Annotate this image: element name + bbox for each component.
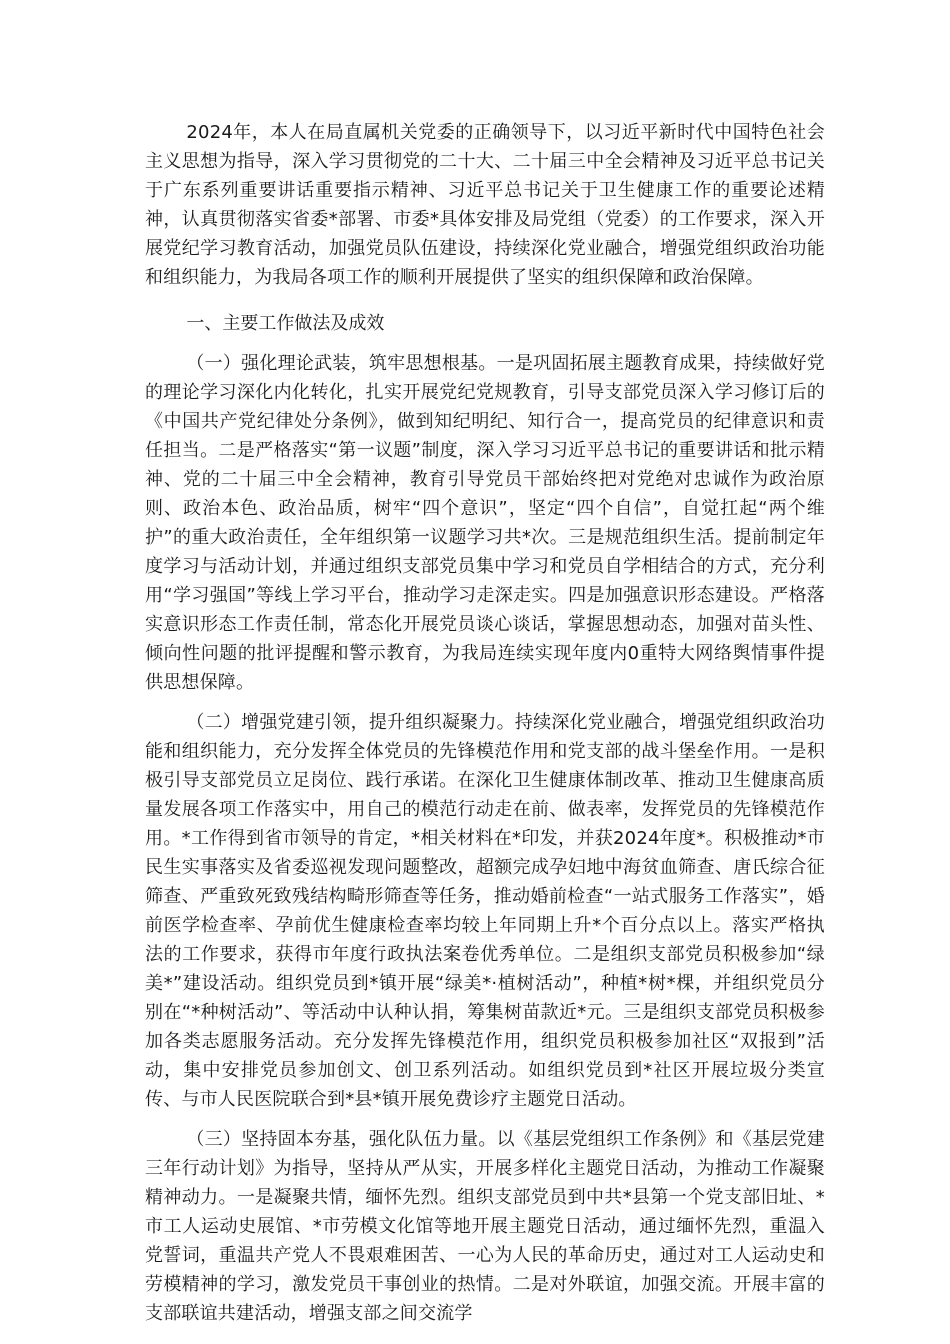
section-2-paragraph: （二）增强党建引领，提升组织凝聚力。持续深化党业融合，增强党组织政治功能和组织能力，充分发挥全体党员的先锋模范作用和党支部的战斗堡垒作用。一是积极引导支部党员立足岗位、践行承诺。在深化卫生健康体制改革、推动卫生健康高质量发展各项工作落实中，用自己的模范行动走在前、做表率，发挥党员的先锋模范作用。*工作得到省市领导的肯定，*相关材料在*印发，并获2024年度*。积极推动*市民生实事落实及省委巡视发现问题整改，超额完成孕妇地中海贫血筛查、唐氏综合征筛查、严重致死致残结构畸形筛查等任务，推动婚前检查“一站式服务工作落实”，婚前医学检查率、孕前优生健康检查率均较上年同期上升*个百分点以上。落实严格执法的工作要求，获得市年度行政执法案卷优秀单位。二是组织支部党员积极参加“绿美*”建设活动。组织党员到*镇开展“绿美*·植树活动”，种植*树*棵，并组织党员分别在“*种树活动”、等活动中认种认捐，筹集树苗款近*元。三是组织支部党员积极参加各类志愿服务活动。充分发挥先锋模范作用，组织党员积极参加社区“双报到”活动，集中安排党员参加创文、创卫系列活动。如组织党员到*社区开展垃圾分类宣传、与市人民医院联合到*县*镇开展免费诊疗主题党日活动。 (145, 712, 825, 1110)
intro-paragraph: 2024年，本人在局直属机关党委的正确领导下，以习近平新时代中国特色社会主义思想为指导，深入学习贯彻党的二十大、二十届三中全会精神及习近平总书记关于广东系列重要讲话重要指示精神、习近平总书记关于卫生健康工作的重要论述精神，认真贯彻落实省委*部署、市委*具体安排及局党组（党委）的工作要求，深入开展党纪学习教育活动，加强党员队伍建设，持续深化党业融合，增强党组织政治功能和组织能力，为我局各项工作的顺利开展提供了坚实的组织保障和政治保障。 (145, 122, 825, 288)
section-3-paragraph: （三）坚持固本夯基，强化队伍力量。以《基层党组织工作条例》和《基层党建三年行动计划》为指导，坚持从严从实，开展多样化主题党日活动，为推动工作凝聚精神动力。一是凝聚共情，缅怀先烈。组织支部党员到中共*县第一个党支部旧址、*市工人运动史展馆、*市劳模文化馆等地开展主题党日活动，通过缅怀先烈，重温入党誓词，重温共产党人不畏艰难困苦、一心为人民的革命历史，通过对工人运动史和劳模精神的学习，激发党员干事创业的热情。二是对外联谊，加强交流。开展丰富的支部联谊共建活动，增强支部之间交流学 (145, 1129, 825, 1324)
section-1-paragraph: （一）强化理论武装，筑牢思想根基。一是巩固拓展主题教育成果，持续做好党的理论学习深化内化转化，扎实开展党纪党规教育，引导支部党员深入学习修订后的《中国共产党纪律处分条例》，做到知纪明纪、知行合一，提高党员的纪律意识和责任担当。二是严格落实“第一议题”制度，深入学习习近平总书记的重要讲话和批示精神、党的二十届三中全会精神，教育引导党员干部始终把对党绝对忠诚作为政治原则、政治本色、政治品质，树牢“四个意识”，坚定“四个自信”，自觉扛起“两个维护”的重大政治责任，全年组织第一议题学习共*次。三是规范组织生活。提前制定年度学习与活动计划，并通过组织支部党员集中学习和党员自学相结合的方式，充分利用“学习强国”等线上学习平台，推动学习走深走实。四是加强意识形态建设。严格落实意识形态工作责任制，常态化开展党员谈心谈话，掌握思想动态，加强对苗头性、倾向性问题的批评提醒和警示教育，为我局连续实现年度内0重特大网络舆情事件提供思想保障。 (145, 353, 825, 693)
document-page (145, 118, 825, 1339)
section-heading: 一、主要工作做法及成效 (186, 313, 385, 334)
